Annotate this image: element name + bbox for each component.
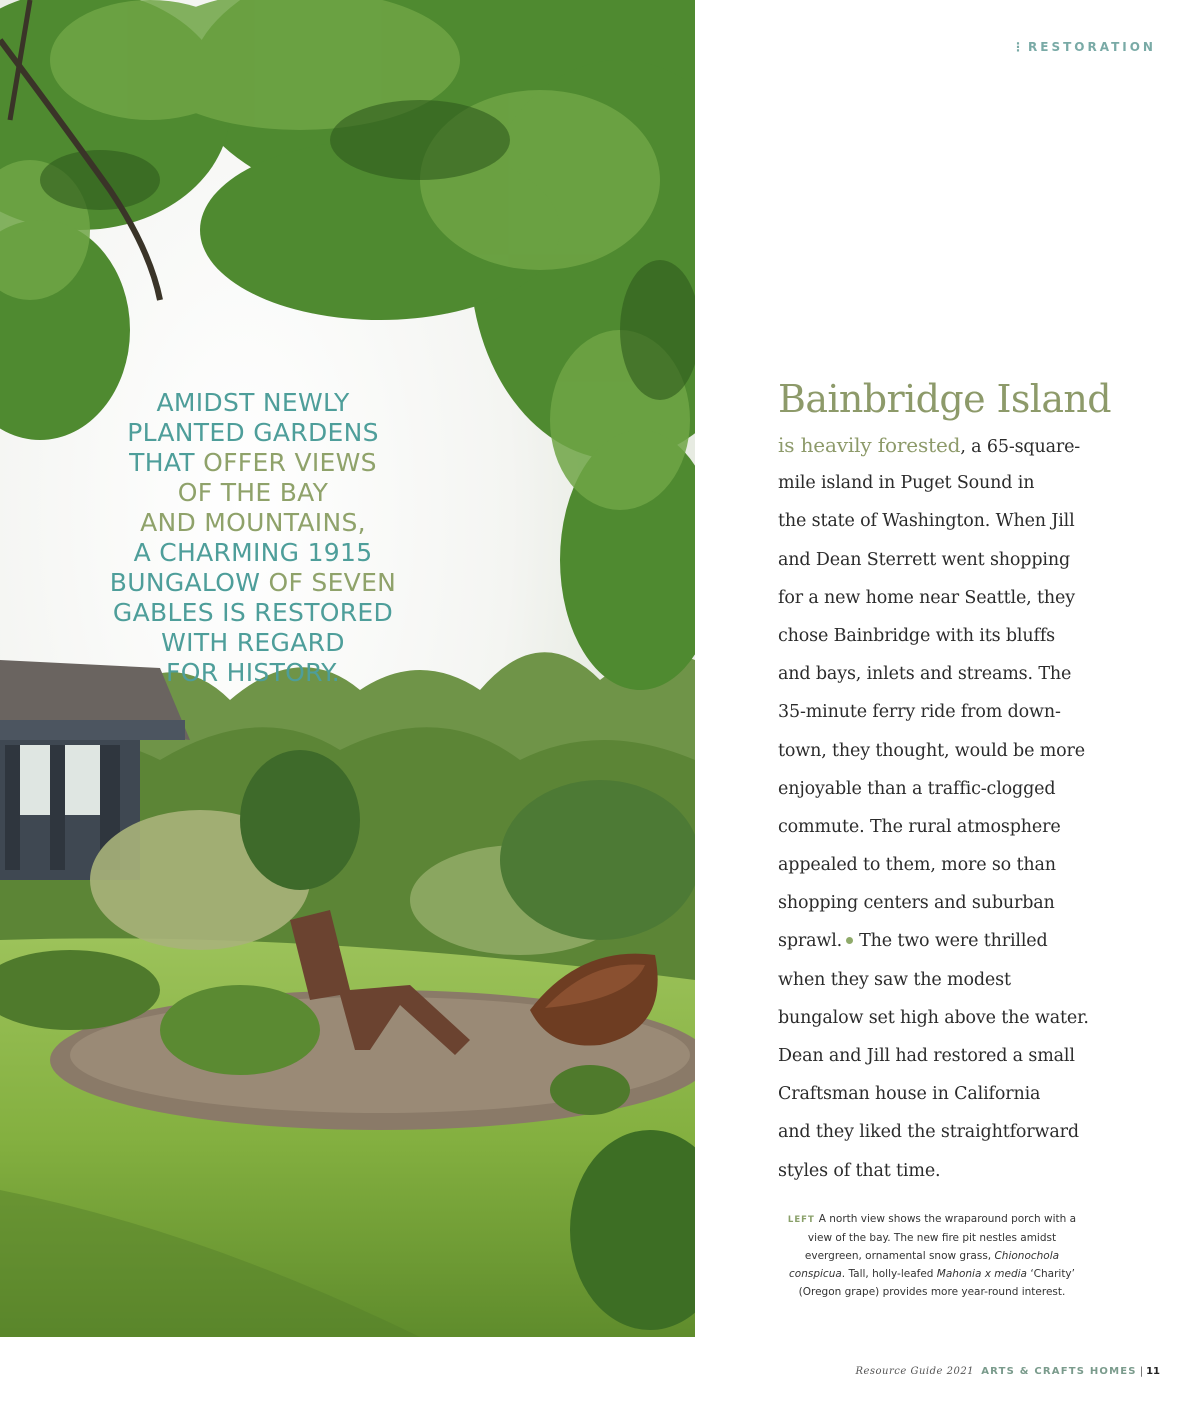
pull-quote-text: GABLES IS RESTORED <box>112 598 394 627</box>
pull-quote-line <box>90 478 416 508</box>
body-line: bungalow set high above the water. <box>778 1007 1089 1028</box>
pull-quote-line <box>90 538 416 568</box>
body-line: appealed to them, more so than <box>778 855 1056 876</box>
body-line: styles of that time. <box>778 1160 941 1181</box>
pull-quote-line <box>90 508 416 538</box>
paragraph-bullet-icon <box>846 937 853 944</box>
article-headline: Bainbridge Island <box>778 377 1111 421</box>
footer-separator: | <box>1139 1366 1144 1377</box>
page-number: 11 <box>1146 1366 1160 1377</box>
body-text: The two were thrilled <box>859 931 1048 952</box>
caption-italic: Mahonia x media <box>936 1268 1027 1280</box>
pull-quote-text: BUNGALOW <box>109 568 269 597</box>
pull-quote-line <box>90 388 416 418</box>
body-line: and bays, inlets and streams. The <box>778 664 1072 685</box>
body-text: , a 65-square- <box>960 437 1081 457</box>
body-line: Craftsman house in California <box>778 1084 1041 1105</box>
pull-quote-text: THAT <box>129 448 204 477</box>
pull-quote-line <box>90 568 416 598</box>
body-line: Dean and Jill had restored a small <box>778 1046 1075 1066</box>
pull-quote-text: A CHARMING 1915 <box>133 538 373 567</box>
photo-caption <box>782 1210 1082 1301</box>
body-line: and they liked the straightforward <box>778 1122 1079 1143</box>
caption-tag: LEFT <box>787 1215 815 1225</box>
lead-phrase: is heavily forested <box>778 433 961 457</box>
caption-italic: Chionochola conspicua <box>789 1250 1060 1280</box>
pull-quote-text: FOR HISTORY. <box>166 658 340 687</box>
body-line: shopping centers and suburban <box>778 893 1055 914</box>
section-dots-icon: ⋮ <box>1012 40 1024 54</box>
pull-quote-text: OF SEVEN <box>268 568 397 597</box>
publication-name: Resource Guide 2021 <box>855 1366 975 1377</box>
pull-quote-text: PLANTED GARDENS <box>127 418 379 447</box>
pull-quote-line <box>90 628 416 658</box>
body-line: town, they thought, would be more <box>778 740 1085 761</box>
pull-quote-line <box>90 658 416 688</box>
body-line: the state of Washington. When Jill <box>778 511 1075 532</box>
pull-quote-line <box>90 598 416 628</box>
pull-quote-text: WITH REGARD <box>161 628 345 657</box>
pull-quote-text: OF THE BAY <box>177 478 329 507</box>
page-footer <box>855 1366 1160 1377</box>
body-line: and Dean Sterrett went shopping <box>778 549 1071 570</box>
body-text: sprawl. <box>778 931 843 952</box>
section-label-text: RESTORATION <box>1028 40 1156 54</box>
body-line: for a new home near Seattle, they <box>778 587 1075 608</box>
section-label <box>1012 40 1172 54</box>
caption-text: . Tall, holly-leafed <box>841 1268 937 1280</box>
pull-quote-line <box>90 448 416 478</box>
article-body <box>778 426 1118 1190</box>
pull-quote-text: AMIDST NEWLY <box>156 388 350 417</box>
body-line: chose Bainbridge with its bluffs <box>778 625 1055 646</box>
caption-text: ‘Charity’ (Oregon grape) provides more year-round interest. <box>798 1268 1075 1298</box>
pull-quote-text: OFFER VIEWS <box>203 448 377 477</box>
body-line <box>778 922 1118 960</box>
caption-text: A north view shows the wraparound porch with a view of the bay. The new fire pit nestles amidst evergreen, ornamental snow grass, <box>804 1213 1077 1262</box>
body-line: mile island in Puget Sound in <box>778 473 1035 494</box>
body-line <box>778 426 1118 464</box>
body-line: when they saw the modest <box>778 969 1011 990</box>
pull-quote <box>90 388 416 688</box>
body-line: commute. The rural atmosphere <box>778 816 1061 837</box>
body-line: 35-minute ferry ride from down- <box>778 702 1061 723</box>
pull-quote-text: AND MOUNTAINS, <box>140 508 366 537</box>
body-line: enjoyable than a traffic-clogged <box>778 778 1056 799</box>
pull-quote-line <box>90 418 416 448</box>
magazine-name: ARTS & CRAFTS HOMES <box>981 1366 1137 1377</box>
